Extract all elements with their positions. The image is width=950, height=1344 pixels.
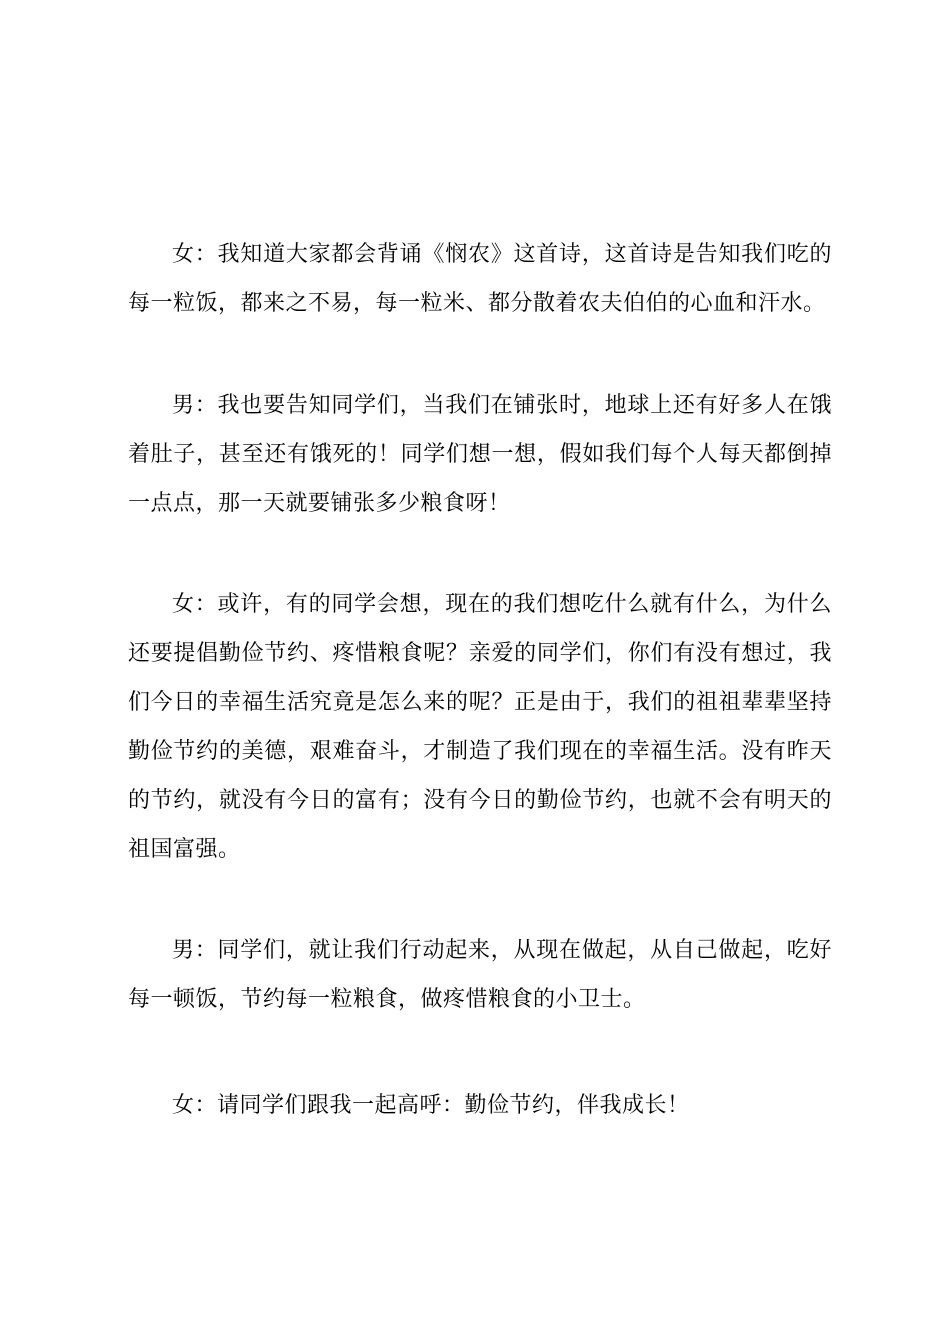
paragraph-male-speaker-2: 男：同学们，就让我们行动起来，从现在做起，从自己做起，吃好每一顿饭，节约每一粒粮食，做疼惜粮食的小卫士。 (128, 938, 832, 1012)
paragraph-male-speaker-1: 男：我也要告知同学们，当我们在铺张时，地球上还有好多人在饿着肚子，甚至还有饿死的！同学们想一想，假如我们每个人每天都倒掉一点点，那一天就要铺张多少粮食呀！ (128, 393, 832, 516)
paragraph-female-speaker-1: 女：我知道大家都会背诵《悯农》这首诗，这首诗是告知我们吃的每一粒饭，都来之不易，每一粒米、都分散着农夫伯伯的心血和汗水。 (128, 242, 832, 316)
paragraph-female-speaker-3: 女：请同学们跟我一起高呼：勤俭节约，伴我成长！ (172, 1093, 690, 1118)
paragraph-female-speaker-2: 女：或许，有的同学会想，现在的我们想吃什么就有什么，为什么还要提倡勤俭节约、疼惜粮食呢？亲爱的同学们，你们有没有想过，我们今日的幸福生活究竟是怎么来的呢？正是由于，我们的祖祖辈辈坚持勤俭节约的美德，艰难奋斗，才制造了我们现在的幸福生活。没有昨天的节约，就没有今日的富有；没有今日的勤俭节约，也就不会有明天的祖国富强。 (128, 592, 832, 862)
